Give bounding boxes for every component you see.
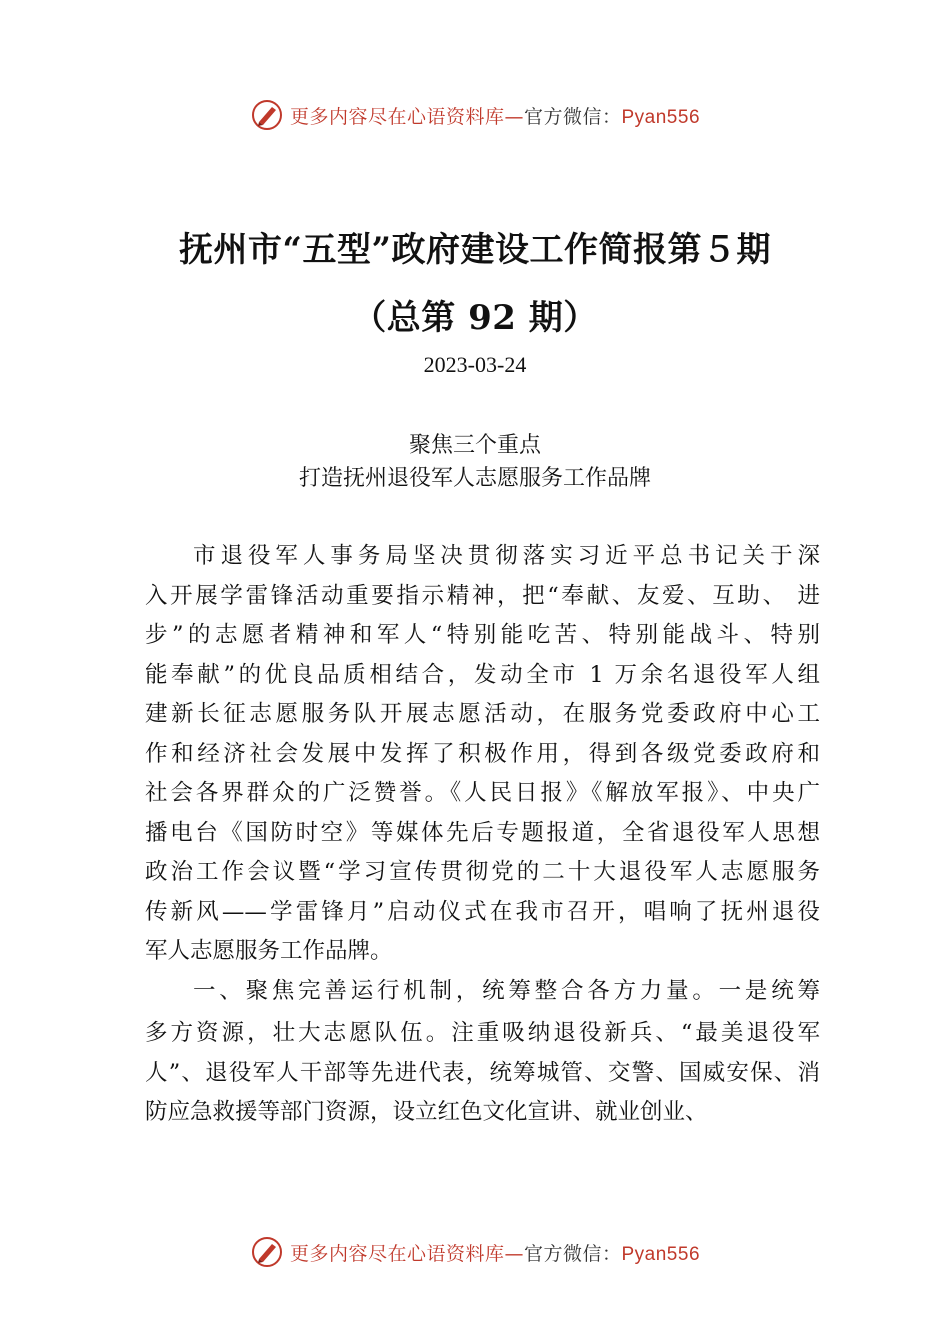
article-heading-line1: 聚焦三个重点	[408, 433, 541, 458]
body-line: 市退役军人事务局坚决贯彻落实习近平总书记关于深	[193, 543, 820, 569]
watermark-contact-label: 官方微信：	[523, 1242, 622, 1265]
body-line: 作和经济社会发展中发挥了积极作用，得到各级党委政府和	[145, 740, 820, 767]
body-line: 入开展学雷锋活动重要指示精神，把“奉献、友爱、互助、 进	[145, 582, 820, 609]
document-issue-number: （总第 92 期）	[352, 298, 598, 338]
watermark-text	[290, 102, 700, 129]
body-line: 防应急救援等部门资源，设立红色文化宣讲、就业创业、	[145, 1099, 708, 1125]
pen-circle-logo-icon	[250, 1235, 284, 1269]
watermark-wechat-id: Pyan556	[621, 106, 701, 128]
watermark-dash: —	[504, 105, 524, 128]
body-line: 步”的志愿者精神和军人“特别能吃苦、特别能战斗、特别	[145, 622, 820, 648]
document-date: 2023-03-24	[423, 352, 527, 377]
watermark-brand: 更多内容尽在心语资料库	[289, 1242, 505, 1265]
body-line: 一、聚焦完善运行机制，统筹整合各方力量。一是统筹	[193, 977, 820, 1004]
body-line: 传新风——学雷锋月”启动仪式在我市召开，唱响了抚州退役	[145, 898, 820, 925]
pen-circle-logo-icon	[250, 98, 284, 132]
body-line: 社会各界群众的广泛赞誉。《人民日报》《解放军报》、中央广	[145, 780, 820, 806]
watermark-contact-label: 官方微信：	[523, 105, 622, 128]
watermark-footer	[0, 1232, 950, 1272]
body-line: 政治工作会议暨“学习宣传贯彻党的二十大退役军人志愿服务	[145, 859, 820, 885]
body-line: 建新长征志愿服务队开展志愿活动，在服务党委政府中心工	[145, 701, 820, 727]
watermark-brand: 更多内容尽在心语资料库	[289, 105, 505, 128]
document-title: 抚州市“五型”政府建设工作简报第５期	[178, 230, 772, 270]
watermark-wechat-id: Pyan556	[621, 1243, 701, 1265]
body-line: 多方资源，壮大志愿队伍。注重吸纳退役新兵、“最美退役军	[145, 1020, 820, 1046]
body-line: 播电台《国防时空》等媒体先后专题报道，全省退役军人思想	[145, 819, 820, 846]
watermark-dash: —	[504, 1242, 524, 1265]
article-body	[145, 537, 820, 1133]
body-line: 人”、退役军人干部等先进代表，统筹城管、交警、国威安保、消	[145, 1059, 820, 1086]
watermark-text	[290, 1239, 700, 1266]
article-heading-line2: 打造抚州退役军人志愿服务工作品牌	[298, 466, 651, 491]
body-line: 军人志愿服务工作品牌。	[145, 938, 393, 964]
body-line: 能奉献”的优良品质相结合，发动全市 1 万余名退役军人组	[145, 661, 820, 688]
watermark-header	[0, 95, 950, 135]
